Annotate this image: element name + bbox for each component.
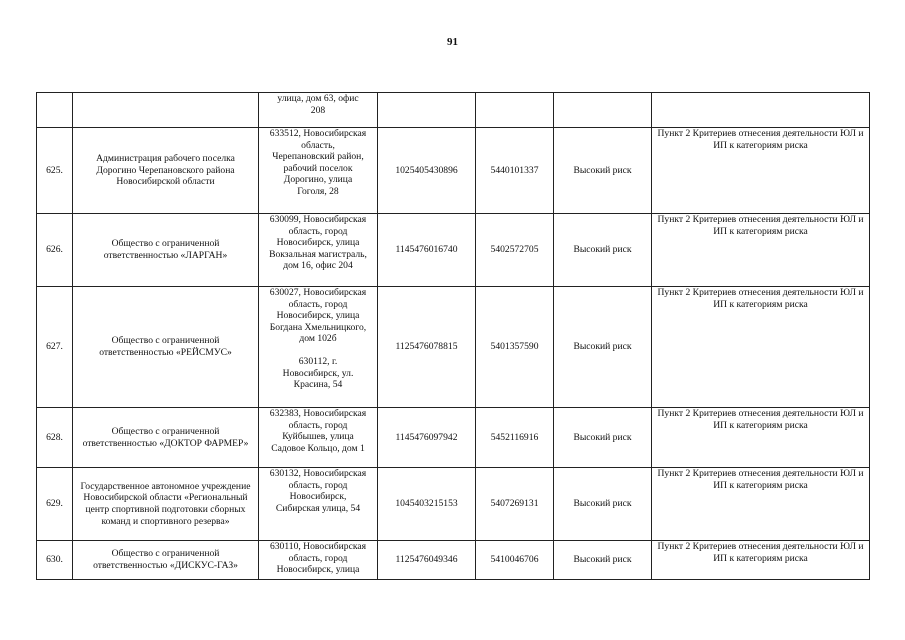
address-line: Садовое Кольцо, дом 1 xyxy=(271,442,365,454)
address-line: рабочий поселок xyxy=(283,162,353,174)
row-number: 630. xyxy=(37,541,73,580)
risk-category: Высокий риск xyxy=(554,408,652,468)
page-number: 91 xyxy=(447,36,458,48)
row-number: 628. xyxy=(37,408,73,468)
ogrn-value: 1025405430896 xyxy=(378,128,476,214)
row-number xyxy=(37,93,73,128)
row-number: 626. xyxy=(37,214,73,287)
address-line: 630110, Новосибирская xyxy=(269,541,367,552)
table-row xyxy=(37,93,870,128)
address-line: улица, дом 63, офис xyxy=(277,93,359,104)
row-number: 627. xyxy=(37,287,73,408)
address-line: область, город xyxy=(288,479,348,491)
risk-basis: Пункт 2 Критериев отнесения деятельности ЮЛ и ИП к категориям риска xyxy=(652,468,870,541)
address-line: Новосибирск, улица xyxy=(276,237,360,249)
risk-basis: Пункт 2 Критериев отнесения деятельности ЮЛ и ИП к категориям риска xyxy=(652,287,870,408)
organization-address xyxy=(259,408,378,468)
address-line: Новосибирск, xyxy=(289,491,347,503)
table-row xyxy=(37,408,870,468)
address-line: Красина, 54 xyxy=(293,379,343,391)
address-line: Гоголя, 28 xyxy=(297,185,339,197)
risk-basis: Пункт 2 Критериев отнесения деятельности ЮЛ и ИП к категориям риска xyxy=(652,128,870,214)
ogrn-value: 1045403215153 xyxy=(378,468,476,541)
risk-category: Высокий риск xyxy=(554,128,652,214)
risk-category: Высокий риск xyxy=(554,468,652,541)
address-line: Богдана Хмельницкого, xyxy=(269,321,367,333)
risk-category xyxy=(554,93,652,128)
inn-value: 5410046706 xyxy=(476,541,554,580)
inn-value: 5407269131 xyxy=(476,468,554,541)
organization-name xyxy=(73,93,259,128)
address-line: Сибирская улица, 54 xyxy=(275,502,361,514)
address-line: 630132, Новосибирская xyxy=(269,468,367,479)
organization-name: Администрация рабочего поселка Дорогино Черепановского района Новосибирской области xyxy=(73,128,259,214)
address-line: 630112, г. xyxy=(298,355,338,367)
inn-value: 5440101337 xyxy=(476,128,554,214)
ogrn-value: 1145476016740 xyxy=(378,214,476,287)
organization-address xyxy=(259,214,378,287)
address-line: Новосибирск, улица xyxy=(276,310,360,322)
address-line: 630099, Новосибирская xyxy=(269,214,367,225)
inn-value: 5402572705 xyxy=(476,214,554,287)
risk-basis xyxy=(652,93,870,128)
row-number: 625. xyxy=(37,128,73,214)
ogrn-value: 1145476097942 xyxy=(378,408,476,468)
address-line: 208 xyxy=(310,104,326,116)
address-line: Дорогино, улица xyxy=(283,174,353,186)
address-line: область, город xyxy=(288,298,348,310)
inn-value: 5452116916 xyxy=(476,408,554,468)
address-line: дом 102б xyxy=(299,333,337,345)
organization-address xyxy=(259,287,378,408)
organization-address xyxy=(259,541,378,580)
risk-basis: Пункт 2 Критериев отнесения деятельности ЮЛ и ИП к категориям риска xyxy=(652,214,870,287)
inn-value xyxy=(476,93,554,128)
organization-name: Общество с ограниченной ответственностью «ДИСКУС-ГАЗ» xyxy=(73,541,259,580)
table-row xyxy=(37,287,870,408)
address-line: Новосибирск, улица xyxy=(276,564,360,576)
organization-name: Общество с ограниченной ответственностью «РЕЙСМУС» xyxy=(73,287,259,408)
address-line: Новосибирск, ул. xyxy=(282,367,354,379)
risk-category: Высокий риск xyxy=(554,214,652,287)
inn-value: 5401357590 xyxy=(476,287,554,408)
registry-table xyxy=(36,92,870,580)
organization-name: Государственное автономное учреждение Новосибирской области «Региональный центр спортивной подготовки сборных команд и спортивного резерва» xyxy=(73,468,259,541)
address-line: область, город xyxy=(288,552,348,564)
address-line: область, xyxy=(301,139,335,151)
table-row xyxy=(37,541,870,580)
address-spacer xyxy=(261,345,375,356)
organization-name: Общество с ограниченной ответственностью «ЛАРГАН» xyxy=(73,214,259,287)
organization-name: Общество с ограниченной ответственностью «ДОКТОР ФАРМЕР» xyxy=(73,408,259,468)
address-line: область, город xyxy=(288,225,348,237)
table-row xyxy=(37,214,870,287)
organization-address xyxy=(259,93,378,128)
table-row xyxy=(37,468,870,541)
address-line: область, город xyxy=(288,419,348,431)
address-line: 633512, Новосибирская xyxy=(269,128,367,139)
ogrn-value: 1125476049346 xyxy=(378,541,476,580)
ogrn-value: 1125476078815 xyxy=(378,287,476,408)
risk-category: Высокий риск xyxy=(554,287,652,408)
address-line: дом 16, офис 204 xyxy=(283,260,353,272)
risk-basis: Пункт 2 Критериев отнесения деятельности ЮЛ и ИП к категориям риска xyxy=(652,541,870,580)
address-line: Куйбышев, улица xyxy=(282,431,354,443)
address-line: 632383, Новосибирская xyxy=(269,408,367,419)
risk-basis: Пункт 2 Критериев отнесения деятельности ЮЛ и ИП к категориям риска xyxy=(652,408,870,468)
risk-category: Высокий риск xyxy=(554,541,652,580)
organization-address xyxy=(259,128,378,214)
table-row xyxy=(37,128,870,214)
organization-address xyxy=(259,468,378,541)
ogrn-value xyxy=(378,93,476,128)
row-number: 629. xyxy=(37,468,73,541)
address-line: Вокзальная магистраль, xyxy=(269,248,367,260)
address-line: Черепановский район, xyxy=(272,151,364,163)
address-line: 630027, Новосибирская xyxy=(269,287,367,298)
